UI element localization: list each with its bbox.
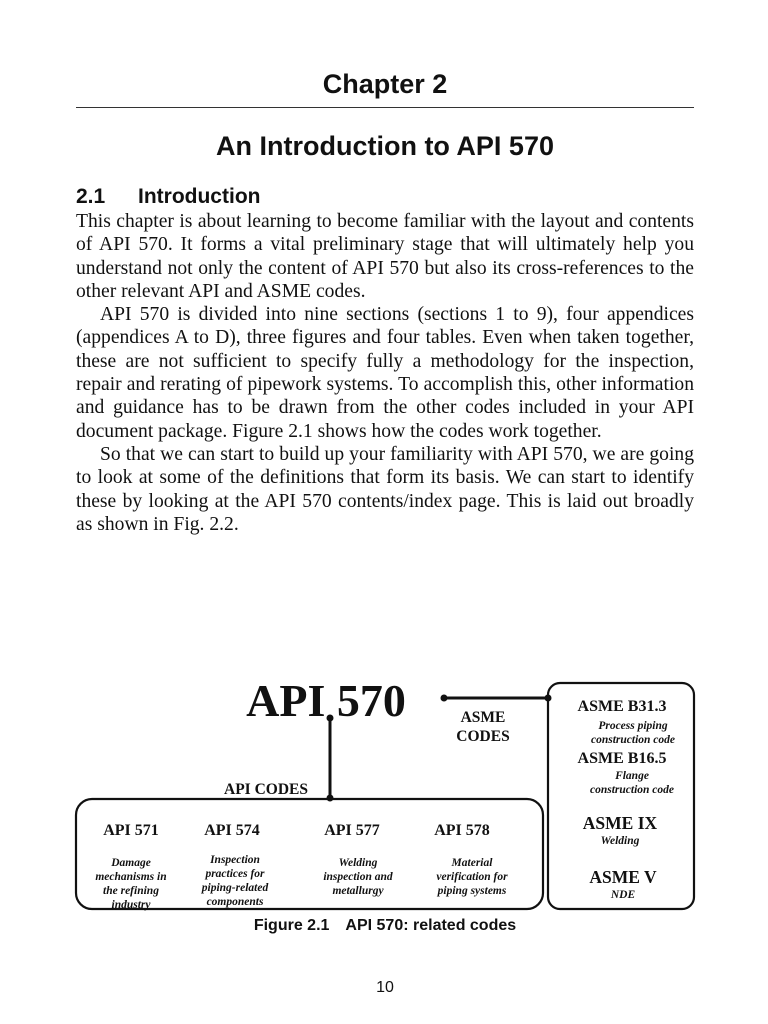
asme-code-desc-line: Welding [600,835,640,847]
api-code-title: API 577 [324,822,380,839]
chapter-label: Chapter 2 [322,69,448,99]
api-code-title: API 574 [204,822,260,839]
connector-dot [441,695,448,702]
paragraph: API 570 is divided into nine sections (sections 1 to 9), four appendices (appendices A to D), three figures and four tables. Even when taken together, these are not sufficient to specify fully a methodology for the inspection, repair and rerating of pipework systems. To accomplish this, other information and guidance has to be drawn from the other codes included in your API document package. Figure 2.1 shows how the codes work together. [76,304,694,442]
asme-codes-label-line: CODES [456,728,510,745]
api-code-desc-line: verification for [436,871,508,883]
asme-code-title: ASME B16.5 [577,750,667,767]
asme-code-desc-line: construction code [590,734,676,746]
api-code-desc-line: industry [111,899,151,911]
paragraph: So that we can start to build up your familiarity with API 570, we are going to look at some of the definitions that form its basis. We can start to identify these by looking at the API 570 contents/index page. This is laid out broadly as shown in Fig. 2.2. [76,443,694,535]
api-code-title: API 571 [103,822,159,839]
asme-code-v [589,867,657,901]
api-code-desc-line: inspection and [323,871,393,883]
chapter-title: An Introduction to API 570 [215,131,554,161]
api-570-label: API 570 [246,675,406,726]
api-code-desc-line: practices for [205,868,265,880]
asme-code-title: ASME V [589,867,657,887]
api-code-api-574 [201,822,269,908]
asme-code-b16-5 [578,750,674,796]
page-number: 10 [376,979,394,996]
api-code-api-578 [434,822,508,897]
api-code-desc-line: Damage [111,857,151,869]
asme-codes-label-line: ASME [460,709,506,726]
figure-caption [76,915,694,937]
asme-code-desc-line: NDE [610,889,636,901]
api-code-desc-line: components [206,896,264,908]
section-number: 2.1 [76,185,106,208]
api-code-desc-line: metallurgy [332,885,384,897]
api-codes-label: API CODES [224,781,308,798]
paragraph: This chapter is about learning to become familiar with the layout and contents of API 570. It forms a vital preliminary stage that will ultimately help you understand not only the content of API 570 but also its cross-references to the other relevant API and ASME codes. [76,211,694,302]
api-code-desc-line: Welding [338,857,378,869]
api-code-desc-line: piping systems [437,885,507,897]
figure-caption-text: API 570: related codes [345,917,517,934]
api-code-api-577 [323,822,393,897]
asme-code-desc-line: Process piping [598,720,668,732]
asme-code-ix [583,813,658,847]
asme-code-desc-line: construction code [589,784,675,796]
asme-code-title: ASME B31.3 [577,698,667,715]
api-code-title: API 578 [434,822,490,839]
api-code-desc-line: mechanisms in [95,871,167,883]
section-title: Introduction [138,185,261,208]
asme-code-b31-3 [578,698,675,746]
asme-code-title: ASME IX [582,813,658,833]
api-code-api-571 [95,822,166,911]
api-code-desc-line: Material [451,857,493,869]
api-code-desc-line: piping-related [201,882,269,894]
api-code-desc-line: the refining [103,885,159,897]
figure-caption-number: Figure 2.1 [253,917,330,934]
asme-code-desc-line: Flange [615,770,649,782]
api-code-desc-line: Inspection [210,854,260,866]
